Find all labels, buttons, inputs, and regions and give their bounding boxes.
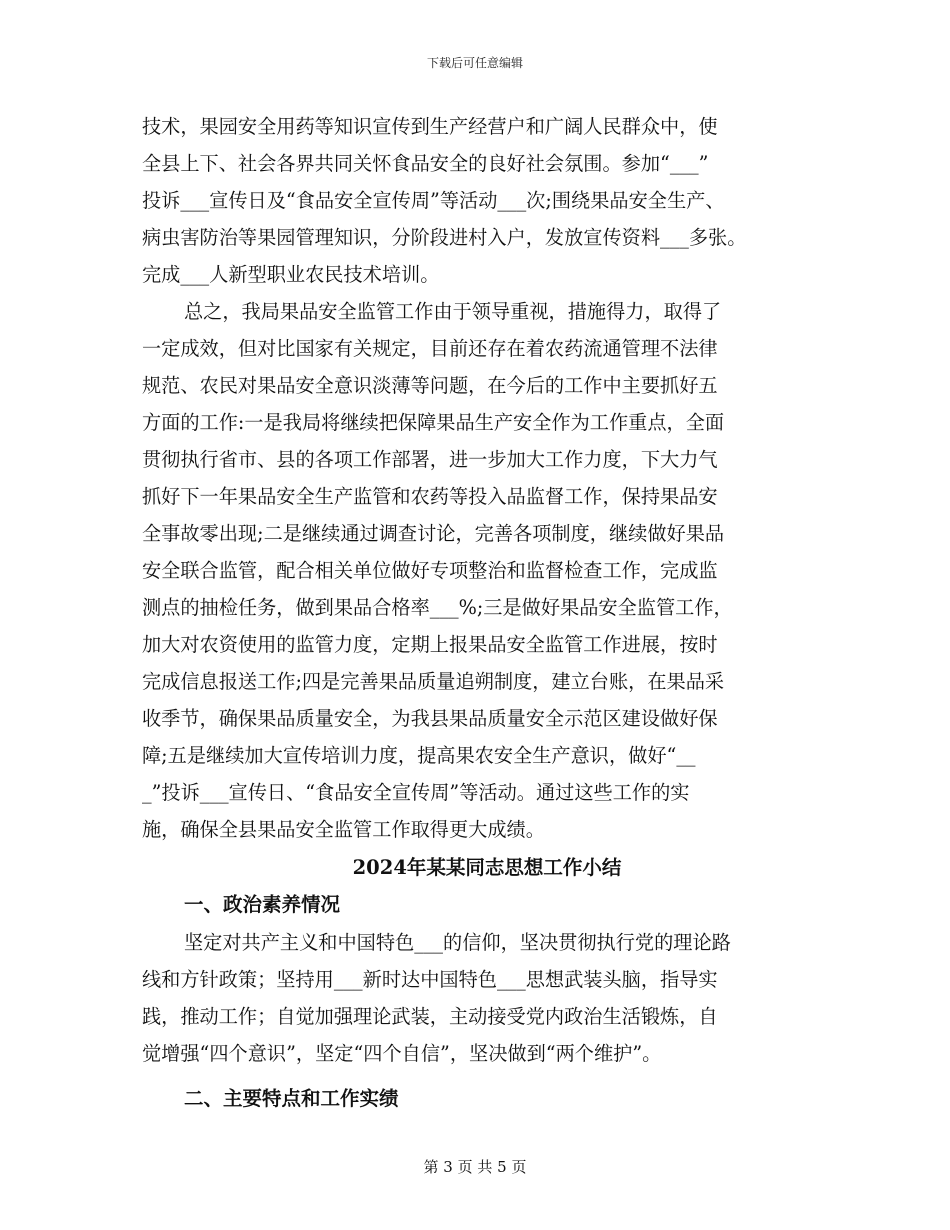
text-line: 线和方针政策；坚持用___新时达中国特色___思想武装头脑，指导实 — [142, 968, 718, 991]
text-line: 坚定对共产主义和中国特色___的信仰，坚决贯彻执行党的理论路 — [184, 931, 731, 954]
page-footer: 第 3 页 共 5 页 — [423, 1158, 527, 1176]
text-line: 全县上下、社会各界共同关怀食品安全的良好社会氛围。参加“___” — [142, 152, 709, 175]
text-line: 一定成效，但对比国家有关规定，目前还存在着农药流通管理不法律 — [142, 337, 718, 360]
document-body — [142, 108, 832, 1118]
text-line: 加大对农资使用的监管力度，定期上报果品安全监管工作进展，按时 — [142, 633, 718, 656]
heading-political: 一、政治素养情况 — [184, 893, 341, 916]
text-line: 完成信息报送工作;四是完善果品质量追朔制度，建立台账，在果品采 — [142, 670, 725, 693]
section-title: 2024年某某同志思想工作小结 — [352, 856, 622, 879]
text-line: 测点的抽检任务，做到果品合格率___%;三是做好果品安全监管工作， — [142, 596, 733, 619]
text-line: 总之，我局果品安全监管工作由于领导重视，措施得力，取得了 — [184, 300, 722, 323]
text-line: 安全联合监管，配合相关单位做好专项整治和监督检查工作，完成监 — [142, 559, 718, 582]
text-line: 抓好下一年果品安全生产监管和农药等投入品监督工作，保持果品安 — [142, 485, 718, 508]
text-line: 全事故零出现;二是继续通过调查讨论，完善各项制度，继续做好果品 — [142, 522, 725, 545]
text-line: 投诉___宣传日及“食品安全宣传周”等活动___次;围绕果品安全生产、 — [142, 189, 725, 212]
text-line: 贯彻执行省市、县的各项工作部署，进一步加大工作力度，下大力气 — [142, 448, 718, 471]
paragraph-promotion — [142, 108, 832, 293]
text-line: 完成___人新型职业农民技术培训。 — [142, 263, 440, 286]
text-line: 觉增强“四个意识”，坚定“四个自信”，坚决做到“两个维护”。 — [142, 1042, 662, 1065]
text-line: 收季节，确保果品质量安全，为我县果品质量安全示范区建设做好保 — [142, 707, 718, 730]
page-header: 下载后可任意编辑 — [426, 56, 523, 70]
text-line: 技术，果园安全用药等知识宣传到生产经营户和广阔人民群众中，使 — [142, 115, 718, 138]
text-line: 病虫害防治等果园管理知识，分阶段进村入户，发放宣传资料___多张。 — [142, 226, 747, 249]
heading-features: 二、主要特点和工作实绩 — [184, 1087, 399, 1110]
text-line: 规范、农民对果品安全意识淡薄等问题，在今后的工作中主要抓好五 — [142, 374, 718, 397]
text-line: 施，确保全县果品安全监管工作取得更大成绩。 — [142, 818, 545, 841]
paragraph-political — [142, 924, 832, 1072]
text-line: 障;五是继续加大宣传培训力度，提高果农安全生产意识，做好“__ — [142, 744, 696, 767]
paragraph-summary — [142, 293, 832, 848]
text-line: _”投诉___宣传日、“食品安全宣传周”等活动。通过这些工作的实 — [142, 781, 690, 804]
text-line: 践，推动工作；自觉加强理论武装，主动接受党内政治生活锻炼，自 — [142, 1005, 718, 1028]
text-line: 方面的工作:一是我局将继续把保障果品生产安全作为工作重点，全面 — [142, 411, 725, 434]
